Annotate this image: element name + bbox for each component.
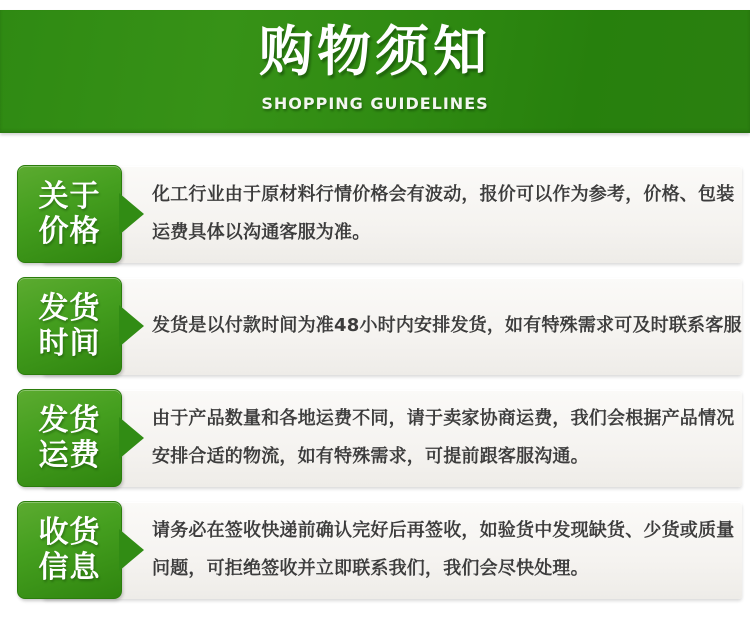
guidelines-list xyxy=(17,165,742,613)
badge-label-line: 发货 xyxy=(38,291,101,326)
row-text-shipping-time xyxy=(152,277,742,375)
row-text-line: 发货是以付款时间为准48小时内安排发货，如有特殊需求可及时联系客服 xyxy=(152,315,742,336)
header-banner xyxy=(0,10,750,133)
badge-label-line: 收货 xyxy=(38,515,101,550)
badge-shipping-time xyxy=(17,277,122,375)
info-row-receiving-info xyxy=(17,501,742,599)
info-row-about-price xyxy=(17,165,742,263)
page-title: 购物须知 xyxy=(259,20,491,84)
info-row-shipping-freight xyxy=(17,389,742,487)
row-text-line: 安排合适的物流，如有特殊需求，可提前跟客服沟通。 xyxy=(152,446,589,467)
badge-shipping-freight xyxy=(17,389,122,487)
row-text-line: 由于产品数量和各地运费不同，请于卖家协商运费，我们会根据产品情况 xyxy=(152,408,735,429)
row-text-about-price xyxy=(152,165,735,263)
badge-label-line: 关于 xyxy=(38,179,101,214)
row-text-line: 运费具体以沟通客服为准。 xyxy=(152,222,371,243)
arrow-right-icon xyxy=(119,529,144,571)
badge-about-price xyxy=(17,165,122,263)
row-text-line: 请务必在签收快递前确认完好后再签收，如验货中发现缺货、少货或质量 xyxy=(152,520,735,541)
page-subtitle: SHOPPING GUIDELINES xyxy=(261,93,489,113)
info-row-shipping-time xyxy=(17,277,742,375)
row-text-line: 问题，可拒绝签收并立即联系我们，我们会尽快处理。 xyxy=(152,558,589,579)
row-text-receiving-info xyxy=(152,501,735,599)
arrow-right-icon xyxy=(119,193,144,235)
row-text-line: 化工行业由于原材料行情价格会有波动，报价可以作为参考，价格、包装 xyxy=(152,184,735,205)
badge-label-line: 价格 xyxy=(38,214,101,249)
arrow-right-icon xyxy=(119,305,144,347)
arrow-right-icon xyxy=(119,417,144,459)
badge-label-line: 时间 xyxy=(38,326,101,361)
badge-label-line: 运费 xyxy=(38,438,101,473)
badge-label-line: 发货 xyxy=(38,403,101,438)
row-text-shipping-freight xyxy=(152,389,735,487)
badge-label-line: 信息 xyxy=(38,550,101,585)
badge-receiving-info xyxy=(17,501,122,599)
